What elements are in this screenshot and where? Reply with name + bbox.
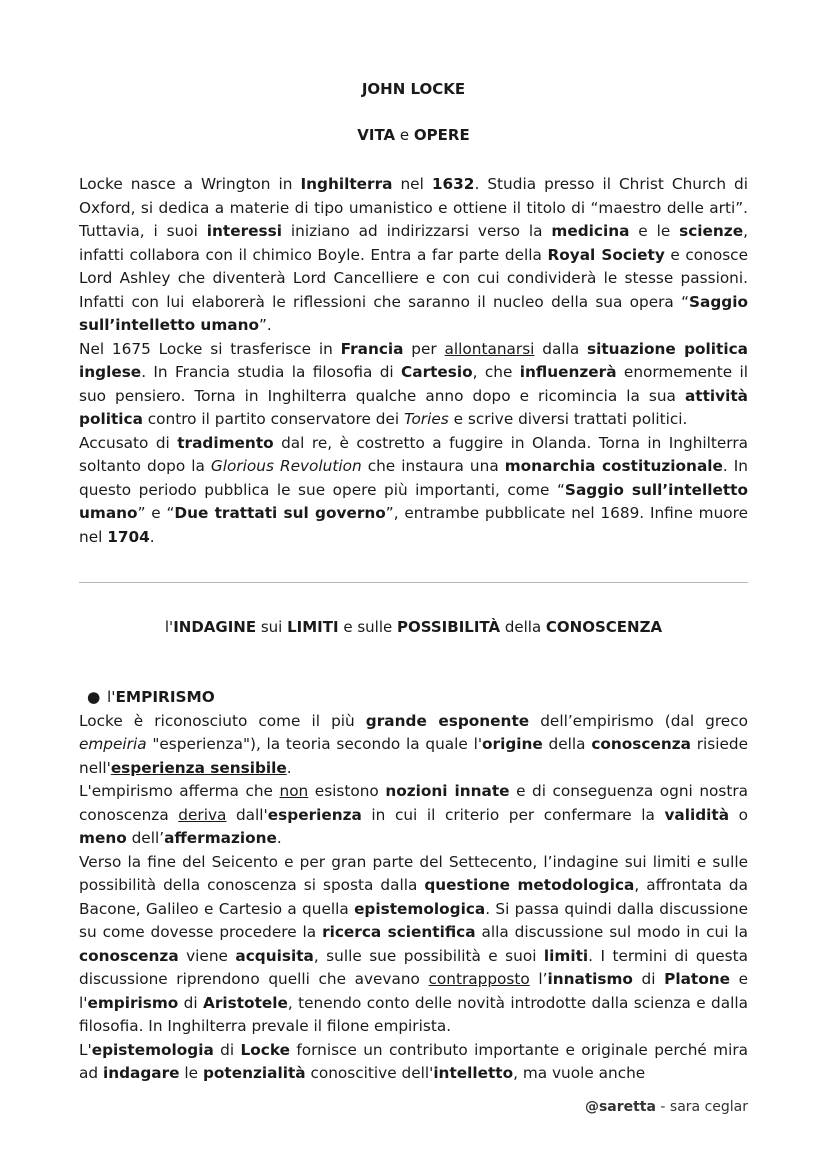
bold-term: medicina xyxy=(551,222,630,240)
text-run: . Si passa quindi dalla discussione su come dovesse procedere la xyxy=(79,899,748,941)
paragraph xyxy=(79,173,748,338)
empirismo-text xyxy=(79,686,748,1086)
text-run: Accusato di xyxy=(79,433,178,452)
bold-term: attività politica xyxy=(79,386,748,428)
bold-term: 1632 xyxy=(431,175,475,193)
text-run: . xyxy=(276,829,282,847)
bold-term: validità xyxy=(664,805,730,824)
text-run: Nel 1675 Locke si trasferisce in xyxy=(79,339,341,358)
bold-term: nozioni innate xyxy=(385,782,510,800)
text-run: dalla xyxy=(534,339,588,358)
text-run: Locke nasce a Wrington in xyxy=(79,175,301,193)
heading-part: CONOSCENZA xyxy=(545,618,663,636)
title-part: VITA xyxy=(357,126,396,144)
text-run: dell’empirismo (dal greco xyxy=(529,711,748,730)
italic-term: Glorious Revolution xyxy=(210,457,362,475)
bold-term: Saggio sull’intelletto umano xyxy=(79,292,748,334)
text-run: . xyxy=(286,758,292,777)
bold-term: Inghilterra xyxy=(300,175,393,193)
bold-term: meno xyxy=(79,829,127,847)
bold-term: Due trattati sul governo xyxy=(174,504,386,522)
text-run: e di conseguenza ogni nostra conoscenza xyxy=(79,782,749,824)
text-run: nel xyxy=(392,175,432,193)
text-run: , tenendo conto delle novità introdotte dalla scienza e dalla filosofia. In Inghilterra prevale il filone empirista. xyxy=(79,993,749,1035)
italic-term: empeiria xyxy=(79,735,147,753)
bold-term: Locke xyxy=(240,1040,290,1059)
text-run: , sulle sue possibilità e suoi xyxy=(313,946,544,965)
text-run: ”, entrambe pubblicate nel 1689. Infine muore nel xyxy=(79,504,748,546)
text-run: di xyxy=(632,970,665,988)
bold-term: scienze xyxy=(679,222,744,240)
text-run: risiede nell' xyxy=(79,735,748,777)
bold-term: esperienza xyxy=(267,805,362,824)
bold-term: conoscenza xyxy=(591,735,691,753)
bold-term: situazione politica inglese xyxy=(79,339,748,381)
bold-term: grande esponente xyxy=(365,711,530,730)
bold-term: 1704 xyxy=(107,527,150,546)
heading-part: INDAGINE xyxy=(173,618,257,636)
text-run: ” e “ xyxy=(137,504,175,522)
footer-separator: - xyxy=(655,1099,670,1115)
bullet-label: EMPIRISMO xyxy=(115,688,215,706)
text-run: "esperienza"), la teoria secondo la quale l' xyxy=(146,735,483,753)
heading-part: LIMITI xyxy=(287,618,339,636)
footer-credit xyxy=(585,1099,748,1115)
heading-part: POSSIBILITÀ xyxy=(397,618,501,636)
paragraph xyxy=(79,710,748,781)
text-run: viene xyxy=(178,946,236,965)
bold-term: potenzialità xyxy=(202,1064,306,1082)
text-run: le xyxy=(179,1064,203,1082)
text-run: esistono xyxy=(308,782,386,800)
bold-underlined-term: esperienza sensibile xyxy=(110,758,287,777)
text-run: e conosce Lord Ashley che diventerà Lord Cancelliere e con cui condividerà le stesse passioni. Infatti con lui elaborerà le riflessioni che saranno il nucleo della sua opera “ xyxy=(79,245,748,311)
text-run: dal re, è costretto a fuggire in Olanda. Torna in Inghilterra soltanto dopo la xyxy=(79,433,748,475)
bullet-item-empirismo xyxy=(79,686,748,710)
text-run: contro il partito conservatore dei xyxy=(142,410,404,428)
text-run: . I termini di questa discussione riprendono quelli che avevano xyxy=(79,946,749,988)
bold-term: epistemologia xyxy=(91,1040,214,1059)
bullet-label: l' xyxy=(107,688,116,706)
text-run: ”. xyxy=(259,316,272,334)
text-run: dell’ xyxy=(126,829,165,847)
paragraph xyxy=(79,338,748,432)
author-name: sara ceglar xyxy=(669,1099,748,1115)
text-run: Locke è riconosciuto come il più xyxy=(79,711,366,730)
heading-part: e sulle xyxy=(338,618,397,636)
text-run: dall' xyxy=(226,805,268,824)
bold-term: Francia xyxy=(340,339,404,358)
bullet-dot-icon: ● xyxy=(87,688,101,706)
text-run: l’ xyxy=(529,970,548,988)
text-run: o xyxy=(729,805,748,824)
bold-term: Cartesio xyxy=(401,363,473,381)
bold-term: tradimento xyxy=(177,433,274,452)
paragraph xyxy=(79,1039,748,1086)
horizontal-divider xyxy=(79,582,748,583)
bold-term: acquisita xyxy=(235,946,314,965)
text-run: . Studia presso il Christ Church di Oxford, si dedica a materie di tipo umanistico e ottiene il titolo di “maestro delle arti”. Tuttavia, i suoi xyxy=(79,175,749,240)
italic-term: Tories xyxy=(403,410,449,428)
text-run: . In Francia studia la filosofia di xyxy=(141,363,402,381)
paragraph xyxy=(79,432,748,550)
bold-term: interessi xyxy=(206,222,282,240)
paragraph xyxy=(79,780,748,851)
heading-part: l' xyxy=(164,618,174,636)
text-run: . In questo periodo pubblica le sue opere più importanti, come “ xyxy=(79,457,748,499)
page-title: JOHN LOCKE xyxy=(361,80,466,98)
bold-term: questione metodologica xyxy=(424,876,635,894)
text-run: di xyxy=(213,1040,241,1059)
text-run: L' xyxy=(79,1040,92,1059)
bold-term: Saggio sull’intelletto umano xyxy=(79,480,749,522)
title-part: e xyxy=(395,126,414,144)
text-run: conoscitive dell' xyxy=(305,1064,434,1082)
underlined-term: allontanarsi xyxy=(444,339,535,358)
title-part: OPERE xyxy=(413,126,470,144)
bold-term: monarchia costituzionale xyxy=(504,457,723,475)
section-title-vita-opere xyxy=(79,126,748,144)
text-run: , affrontata da Bacone, Galileo e Cartesio a quella xyxy=(79,876,748,918)
text-run: per xyxy=(403,339,445,358)
bold-term: limiti xyxy=(543,946,589,965)
bold-term: Platone xyxy=(664,970,730,988)
bold-term: epistemologica xyxy=(354,899,486,918)
bold-term: conoscenza xyxy=(79,946,179,965)
bold-term: ricerca scientifica xyxy=(322,923,476,941)
text-run: . xyxy=(149,527,155,546)
bold-term: origine xyxy=(482,735,543,753)
bold-term: influenzerà xyxy=(519,363,617,381)
text-run: , che xyxy=(472,363,520,381)
bold-term: Aristotele xyxy=(203,993,288,1012)
text-run: e l' xyxy=(79,970,748,1012)
bold-term: indagare xyxy=(102,1064,180,1082)
text-run: alla discussione sul modo in cui la xyxy=(475,923,748,941)
biography-text xyxy=(79,173,748,549)
underlined-term: contrapposto xyxy=(428,970,530,988)
text-run: che instaura una xyxy=(361,457,505,475)
heading-part: della xyxy=(500,618,546,636)
section-title-indagine xyxy=(79,618,748,636)
text-run: L'empirismo afferma che xyxy=(79,782,280,800)
text-run: in cui il criterio per confermare la xyxy=(361,805,665,824)
text-run: fornisce un contributo importante e originale perché mira ad xyxy=(79,1040,748,1082)
bold-term: intelletto xyxy=(433,1064,514,1082)
text-run: , ma vuole anche xyxy=(513,1064,646,1082)
text-run: e scrive diversi trattati politici. xyxy=(448,410,688,428)
text-run: iniziano ad indirizzarsi verso la xyxy=(282,222,552,240)
heading-part: sui xyxy=(256,618,288,636)
text-run: di xyxy=(178,993,204,1012)
text-run: e le xyxy=(629,222,680,240)
bold-term: Royal Society xyxy=(547,245,665,264)
text-run: enormemente il suo pensiero. Torna in Inghilterra qualche anno dopo e ricomincia la sua xyxy=(79,363,748,405)
text-run: della xyxy=(542,735,592,753)
underlined-term: deriva xyxy=(178,805,227,824)
text-run: Verso la fine del Seicento e per gran parte del Settecento, l’indagine sui limiti e sulle possibilità della conoscenza si sposta dalla xyxy=(79,852,748,894)
underlined-term: non xyxy=(279,782,309,800)
bold-term: affermazione xyxy=(164,829,277,847)
paragraph xyxy=(79,851,748,1039)
bold-term: empirismo xyxy=(87,993,179,1012)
bold-term: innatismo xyxy=(547,970,633,988)
text-run: , infatti collabora con il chimico Boyle. Entra a far parte della xyxy=(79,222,748,264)
author-handle: @saretta xyxy=(584,1099,656,1115)
